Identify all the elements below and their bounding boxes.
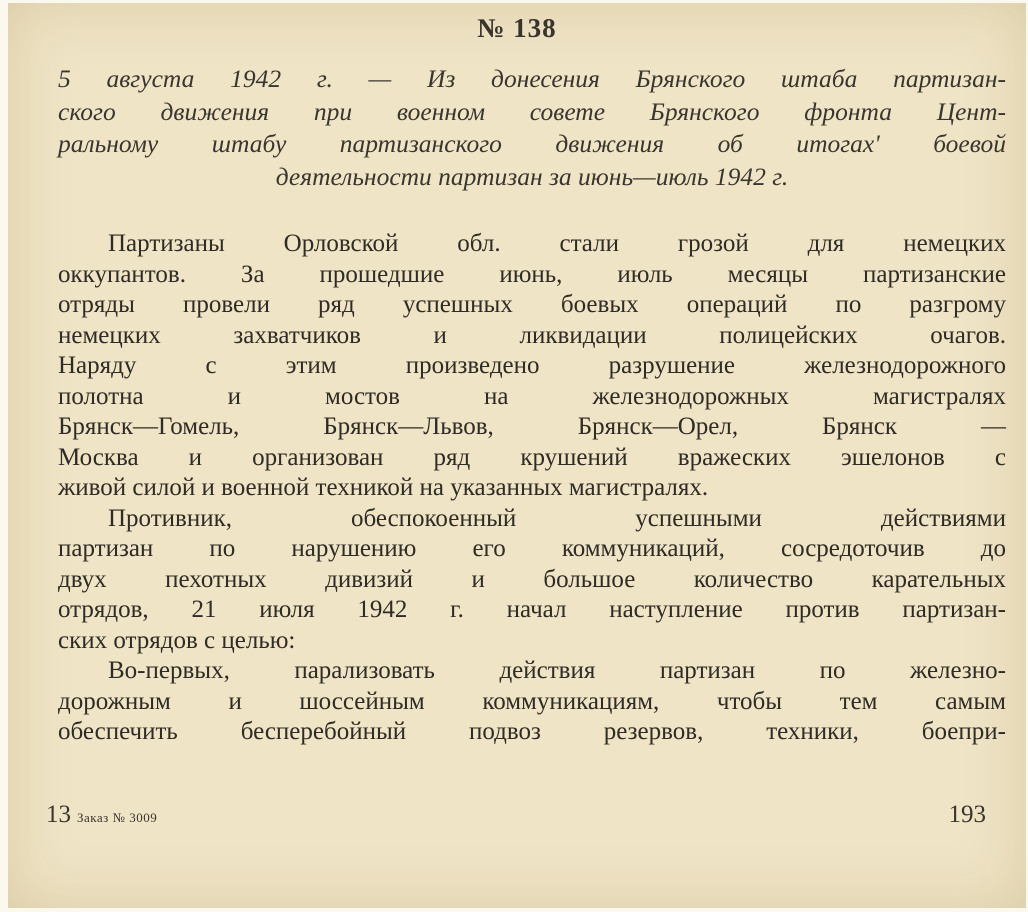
body-line: Москва и организован ряд крушений вражеских эшелонов с xyxy=(58,443,1006,471)
signature-number: 13 xyxy=(46,801,71,828)
page-number: 193 xyxy=(948,801,986,828)
body-line: оккупантов. За прошедшие июнь, июль месяцы партизанские xyxy=(58,260,1006,288)
body-line: Брянск—Гомель, Брянск—Львов, Брянск—Орел, Брянск — xyxy=(58,413,1006,440)
body-line: Партизаны Орловской обл. стали грозой для немецких xyxy=(108,230,1006,257)
heading-line: ральному штабу партизанского движения об итогах' боевой xyxy=(58,129,1006,158)
heading-line: 5 августа 1942 г. — Из донесения Брянского штаба партизан- xyxy=(58,64,1006,93)
heading-line: деятельности партизан за июнь—июль 1942 г. xyxy=(275,161,789,191)
signature-mark xyxy=(46,801,157,829)
document-number: № 138 xyxy=(477,13,557,43)
print-order: Заказ № 3009 xyxy=(77,810,158,825)
document-heading xyxy=(58,63,1006,193)
document-page xyxy=(8,3,1026,908)
body-line: двух пехотных дивизий и большое количество карательных xyxy=(58,565,1006,593)
body-line: партизан по нарушению его коммуникаций, сосредоточив до xyxy=(58,535,1006,562)
body-line: немецких захватчиков и ликвидации полицейских очагов. xyxy=(58,321,1006,349)
body-line: отрядов, 21 июля 1942 г. начал наступление против партизан- xyxy=(58,596,1006,623)
heading-line: ского движения при военном совете Брянского фронта Цент- xyxy=(58,96,1006,126)
body-line: полотна и мостов на железнодорожных магистралях xyxy=(58,382,1006,410)
body-line: ских отрядов с целью: xyxy=(58,626,296,654)
document-body xyxy=(58,229,1006,748)
body-line: Противник, обеспокоенный успешными действиями xyxy=(108,504,1006,532)
body-line: дорожным и шоссейным коммуникациям, чтобы тем самым xyxy=(58,687,1006,715)
body-line: обеспечить бесперебойный подвоз резервов, техники, боепри- xyxy=(58,718,1006,745)
body-line: отряды провели ряд успешных боевых операций по разгрому xyxy=(58,291,1006,318)
body-line: Наряду с этим произведено разрушение железнодорожного xyxy=(58,352,1006,379)
body-line: живой силой и военной техникой на указанных магистралях. xyxy=(58,474,709,501)
body-line: Во-первых, парализовать действия партизан по железно- xyxy=(108,657,1006,684)
